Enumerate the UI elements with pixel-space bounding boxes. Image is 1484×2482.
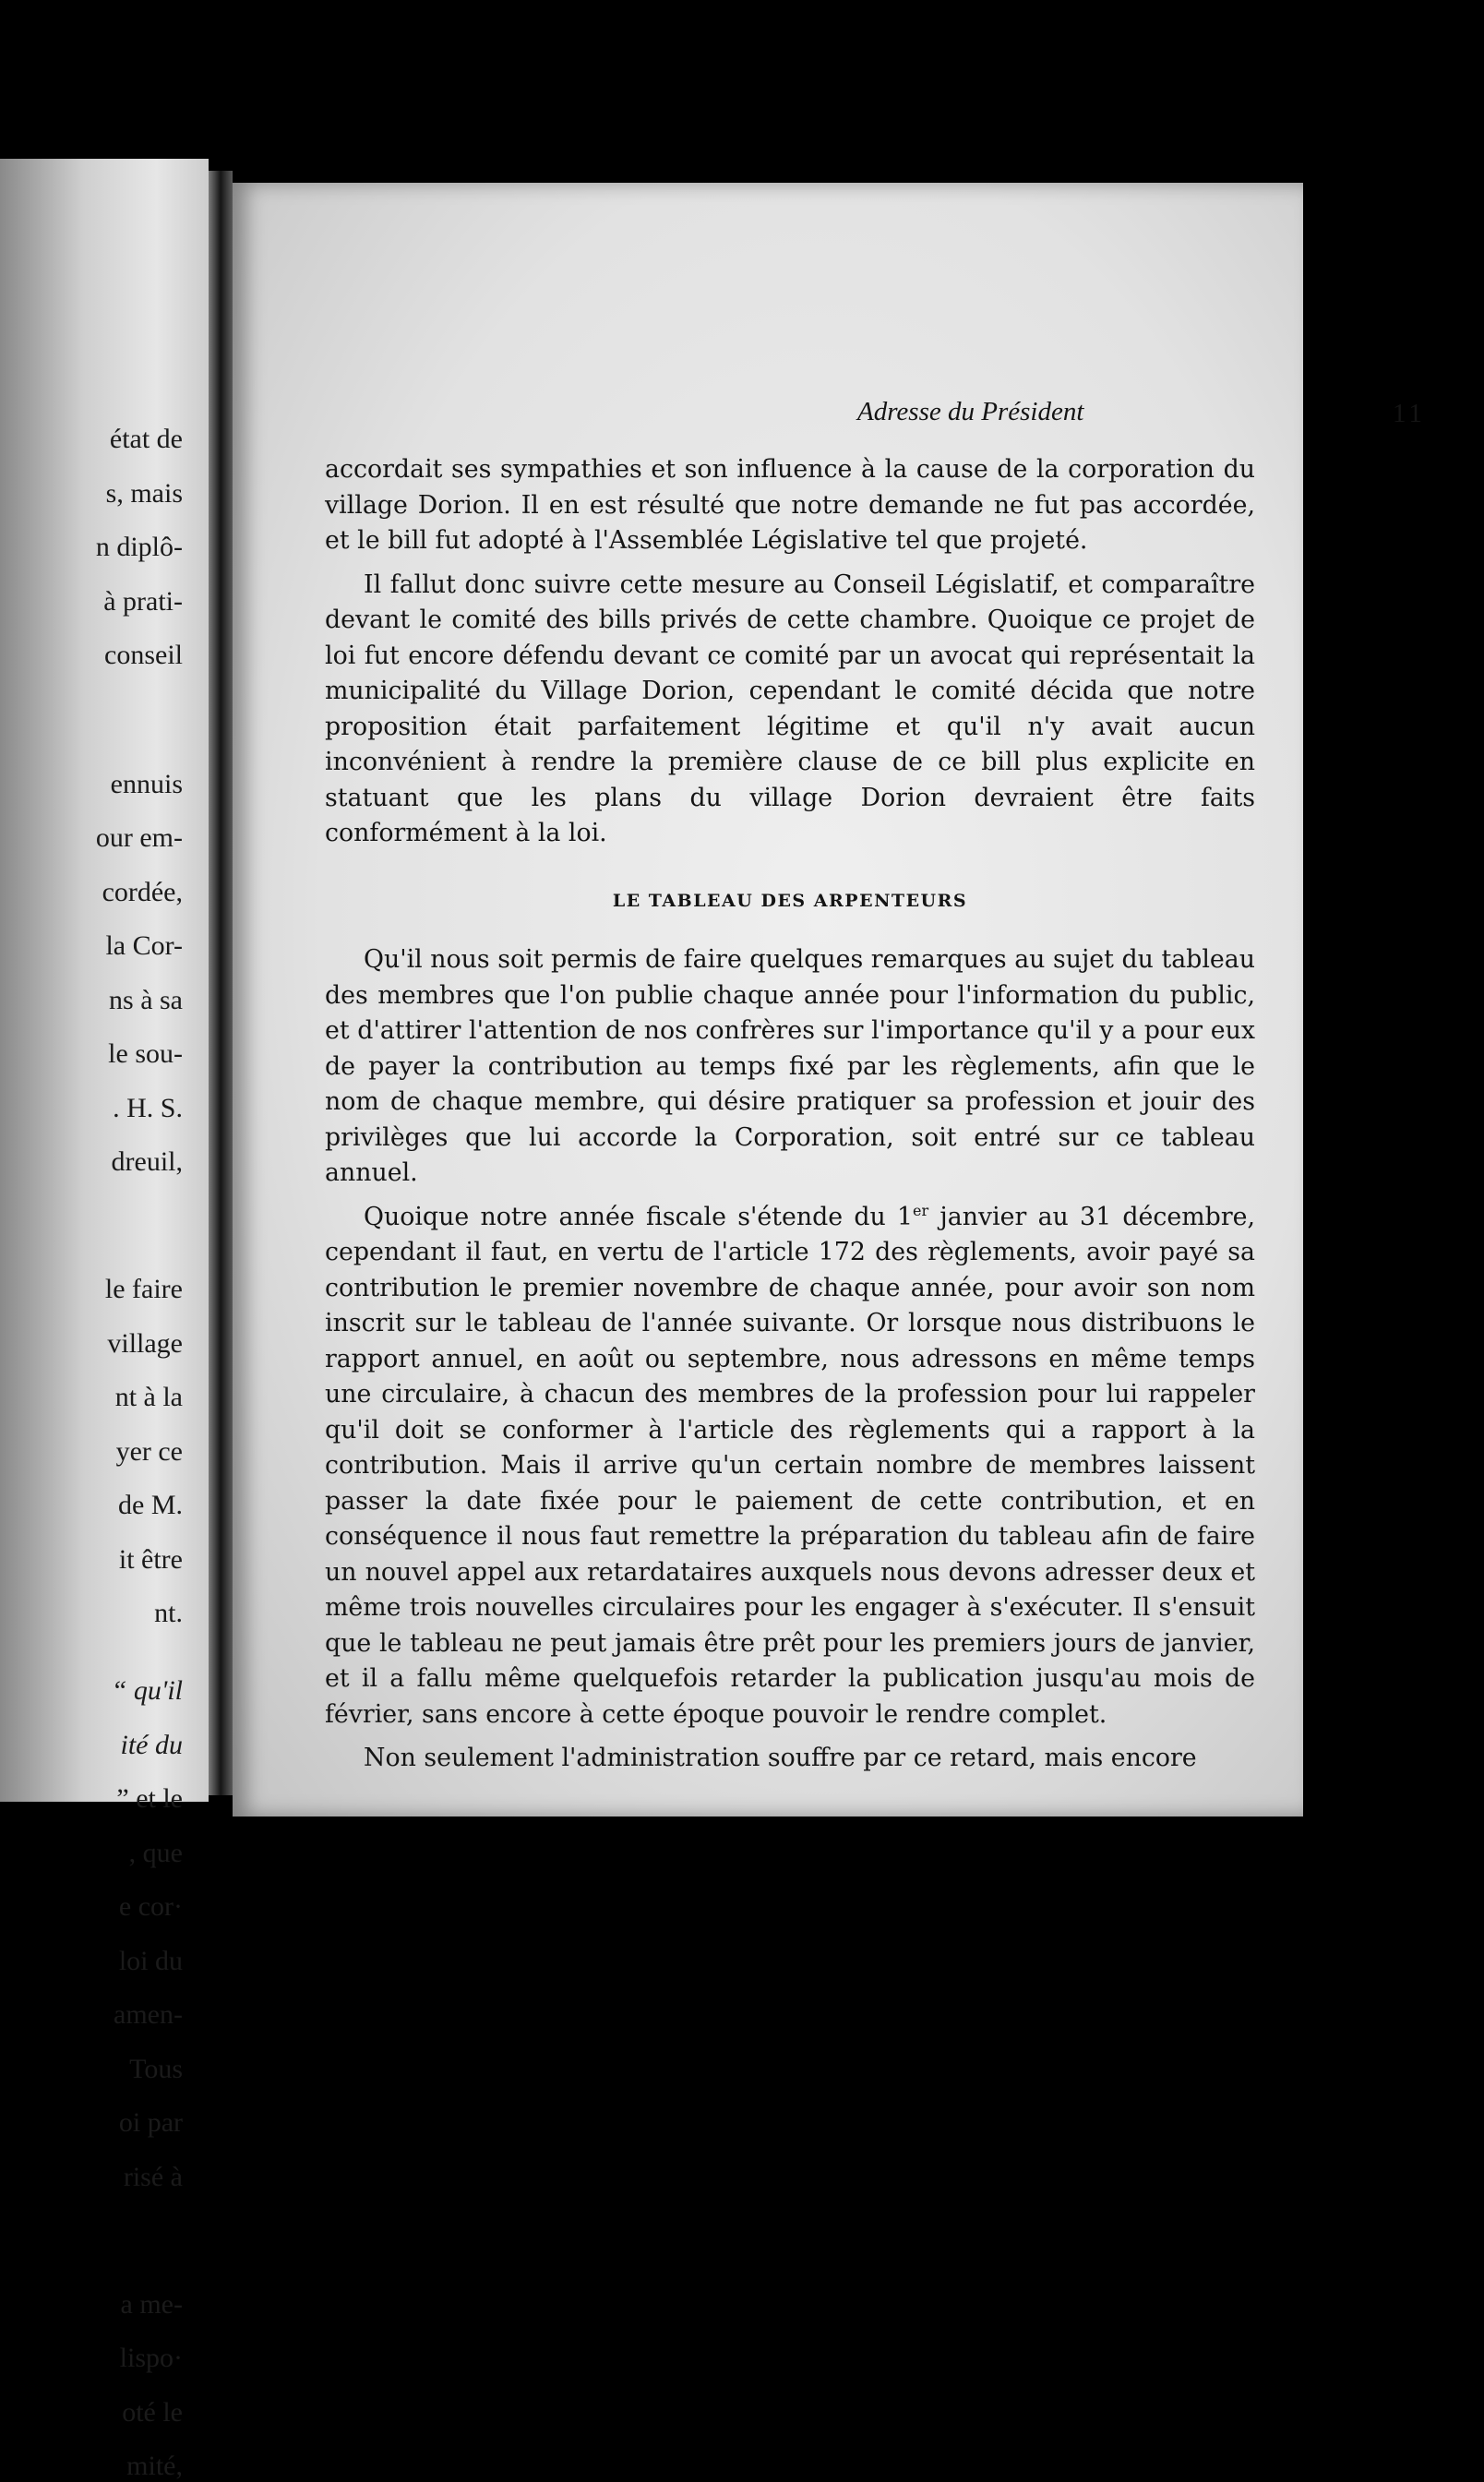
left-page-line: risé à bbox=[123, 2161, 183, 2192]
left-page-line: nt. bbox=[154, 1598, 183, 1628]
left-page-line: à prati- bbox=[103, 585, 183, 617]
paragraph-last: Non seulement l'administration souffre par ce retard, mais encore bbox=[364, 1744, 1197, 1772]
left-page-line: conseil bbox=[104, 640, 183, 670]
left-page-line: ité du bbox=[120, 1729, 183, 1760]
text-span: janvier au 31 décembre, cependant il faut, en vertu de l'article 172 des règlements, avoir payé sa contribution le premier novembre de chaque année, pour avoir son nom inscrit sur le tableau de l'année suivante. Or lorsque nous distribuons le rapport annuel, en août ou septembre, nous adressons en même temps une circulaire, à chacun des membres de la profession pour lui rappeler qu'il doit se conformer à l'article des règlements qui a rapport à la contribution. Mais il arrive qu'un certain nombre de membres laissent passer la date fixée pour le paiement de cette contribution, et en conséquence il nous faut remettre la préparation du tableau afin de faire un nouvel appel aux retardataires auxquels nous devons adresser deux et même trois nouvelles circulaires pour les engager à s'exécuter. Il s'ensuit que le tableau ne peut jamais être prêt pour les premiers jours de janvier, et il a fallu même quelquefois retarder la publication jusqu'au mois de février, sans encore à cette époque pouvoir le rendre complet. bbox=[325, 1202, 1256, 1729]
left-page-line: le sou- bbox=[108, 1038, 183, 1069]
left-page-line: “ qu'il bbox=[111, 1675, 183, 1706]
left-page-line: s, mais bbox=[105, 477, 183, 509]
paragraph-annee-fiscale bbox=[325, 1200, 1255, 1733]
left-page-line: oi par bbox=[118, 2107, 183, 2138]
left-page-line: cordée, bbox=[102, 876, 183, 907]
superscript: er bbox=[913, 1201, 929, 1219]
left-page-line: ns à sa bbox=[109, 984, 183, 1015]
page-body bbox=[325, 452, 1255, 1785]
left-page-line: loi du bbox=[118, 1945, 183, 1976]
section-heading: LE TABLEAU DES ARPENTEURS bbox=[612, 890, 968, 911]
page-number: 11 bbox=[1393, 399, 1426, 428]
left-page-line: Tous bbox=[129, 2053, 183, 2084]
left-page-line: la Cor- bbox=[105, 930, 183, 961]
left-page-line: le faire bbox=[104, 1274, 183, 1304]
left-page-line: our em- bbox=[95, 822, 183, 853]
paragraph-conseil: Il fallut donc suivre cette mesure au Conseil Législatif, et comparaître devant le comité des bills privés de cette chambre. Quoique ce projet de loi fut encore défendu devant ce comité par un avocat qui représentait la municipalité du Village Dorion, cependant le comité décida que notre proposition était parfaitement légitime et qu'il n'y avait aucun inconvénient à rendre la première clause de ce bill plus explicite en statuant que les plans du village Dorion devraient être faits conformément à la loi. bbox=[325, 570, 1255, 847]
left-page-line: nt à la bbox=[114, 1382, 183, 1412]
left-page-line: . H. S. bbox=[113, 1092, 183, 1123]
running-head: Adresse du Président bbox=[857, 397, 1084, 426]
left-page-line: village bbox=[107, 1327, 183, 1359]
left-page-line: e cor· bbox=[118, 1891, 183, 1922]
left-page-line: dreuil, bbox=[111, 1146, 183, 1177]
paragraph-tableau: Qu'il nous soit permis de faire quelques remarques au sujet du tableau des membres que l'on publie chaque année pour l'information du public, et d'attirer l'attention de nos confrères sur l'importance qu'il y a pour eux de payer la contribution au temps fixé par les règlements, afin que le nom de chaque membre, qui désire pratiquer sa profession et jouir des privilèges que lui accorde la Corporation, soit entré sur ce tableau annuel. bbox=[325, 945, 1255, 1187]
left-page-line: mité, bbox=[126, 2451, 183, 2481]
left-page-line: état de bbox=[109, 424, 183, 454]
left-page-line: oté le bbox=[122, 2396, 183, 2428]
paragraph-continued: accordait ses sympathies et son influence à la cause de la corporation du village Dorion. Il en est résulté que notre demande ne fut pas accordée, et le bill fut adopté à l'Assemblée Législative tel que projeté. bbox=[325, 455, 1255, 555]
left-page-line: lispo· bbox=[119, 2343, 183, 2373]
left-page-line: ennuis bbox=[110, 768, 183, 799]
left-page-line: de M. bbox=[118, 1490, 183, 1520]
text-span: Quoique notre année fiscale s'étende du 1 bbox=[364, 1202, 914, 1231]
left-page-line: it être bbox=[118, 1543, 183, 1575]
book-gutter bbox=[209, 171, 233, 1795]
left-page bbox=[0, 159, 209, 2481]
left-page-line: , que bbox=[128, 1837, 183, 1868]
left-page-line: n diplô- bbox=[95, 532, 183, 562]
left-page-line: yer ce bbox=[115, 1435, 183, 1467]
left-page-line: a me- bbox=[120, 2288, 183, 2320]
left-page-line: amen- bbox=[114, 1999, 183, 2030]
right-page bbox=[233, 183, 1426, 1817]
left-page-line: ” et le bbox=[116, 1783, 183, 1814]
